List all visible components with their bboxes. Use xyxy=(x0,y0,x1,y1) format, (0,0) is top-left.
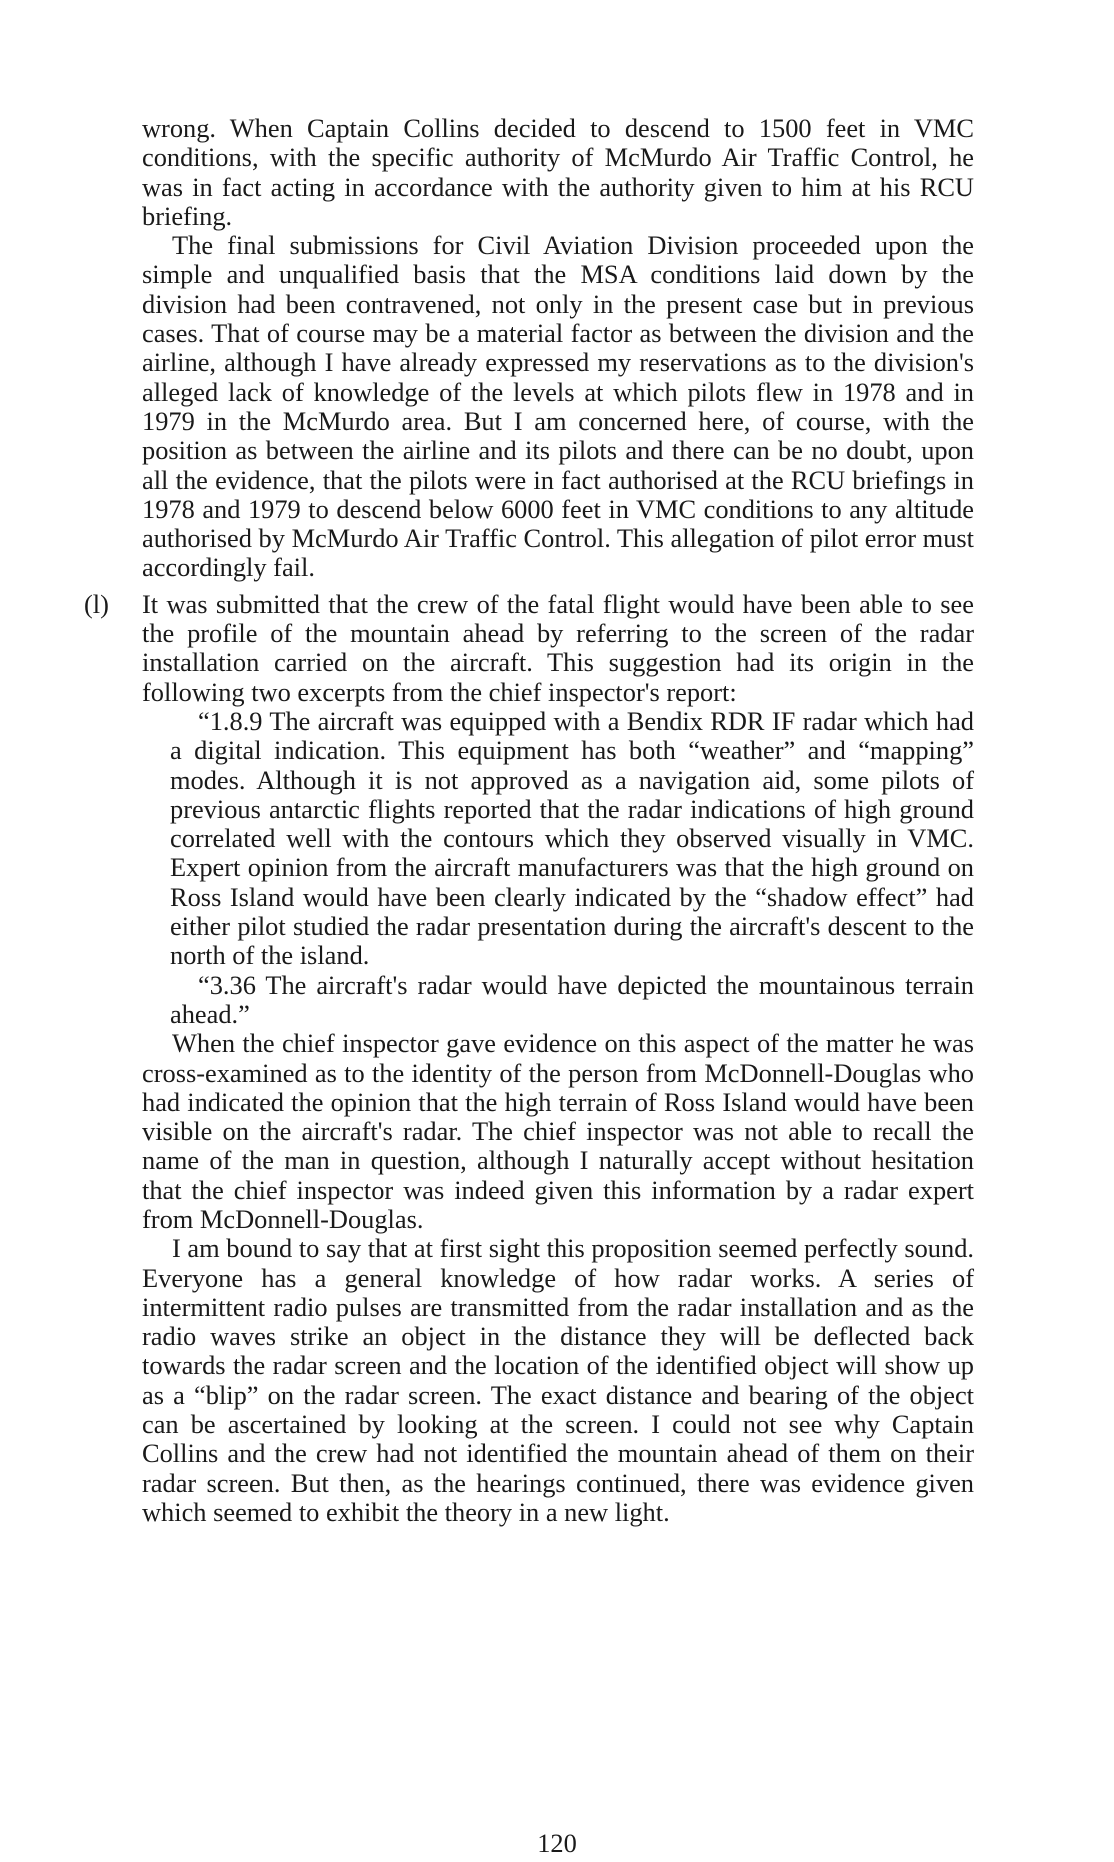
paragraph-continuation: wrong. When Captain Collins decided to descend to 1500 feet in VMC conditions, with the specific authority of McMurdo Air Traffic Control, he was in fact acting in accordance with the authority given to him at his RCU briefing. xyxy=(142,113,974,231)
quote-excerpt-3-36: “3.36 The aircraft's radar would have depicted the mountainous terrain ahead.” xyxy=(170,969,974,1029)
page-body xyxy=(84,113,974,1527)
item-number: (l) xyxy=(84,588,109,619)
numbered-item-text: It was submitted that the crew of the fatal flight would have been able to see the profile of the mountain ahead by referring to the screen of the radar installation carried on the aircraft. This suggestion had its origin in the following two excerpts from the chief inspector's report: xyxy=(142,588,974,707)
page-number: 120 xyxy=(537,1828,577,1858)
report-excerpts xyxy=(142,707,974,1029)
quote-excerpt-1-8-9: “1.8.9 The aircraft was equipped with a Bendix RDR IF radar which had a digital indication. This equipment has both “weather” and “mapping” modes. Although it is not approved as a navigation aid, some pilots of previous antarctic flights reported that the radar indications of high ground correlated well with the contours which they observed visually in VMC. Expert opinion from the aircraft manufacturers was that the high ground on Ross Island would have been clearly indicated by the “shadow effect” had either pilot studied the radar presentation during the aircraft's descent to the north of the island. xyxy=(170,705,974,971)
paragraph-radar-proposition: I am bound to say that at first sight this proposition seemed perfectly sound. Everyone has a general knowledge of how radar works. A series of intermittent radio pulses are transmitted from the radar installation and as the radio waves strike an object in the distance they will be deflected back towards the radar screen and the location of the identified object will show up as a “blip” on the radar screen. The exact distance and bearing of the object can be ascertained by looking at the screen. I could not see why Captain Collins and the crew had not identified the mountain ahead of them on their radar screen. But then, as the hearings continued, there was evidence given which seemed to exhibit the theory in a new light. xyxy=(142,1233,974,1527)
paragraph-final-submissions: The final submissions for Civil Aviation Division proceeded upon the simple and unqualified basis that the MSA conditions laid down by the division had been contravened, not only in the present case but in previous cases. That of course may be a material factor as between the division and the airline, although I have already expressed my reservations as to the division's alleged lack of knowledge of the levels at which pilots flew in 1978 and in 1979 in the McMurdo area. But I am concerned here, of course, with the position as between the airline and its pilots and there can be no doubt, upon all the evidence, that the pilots were in fact authorised at the RCU briefings in 1978 and 1979 to descend below 6000 feet in VMC conditions to any altitude authorised by McMurdo Air Traffic Control. This allegation of pilot error must accordingly fail. xyxy=(142,230,974,583)
paragraph-chief-inspector-evidence: When the chief inspector gave evidence on this aspect of the matter he was cross-examined as to the identity of the person from McDonnell-Douglas who had indicated the opinion that the high terrain of Ross Island would have been visible on the aircraft's radar. The chief inspector was not able to recall the name of the man in question, although I naturally accept without hesitation that the chief inspector was indeed given this information by a radar expert from McDonnell-Douglas. xyxy=(142,1028,974,1234)
numbered-item xyxy=(84,588,974,707)
